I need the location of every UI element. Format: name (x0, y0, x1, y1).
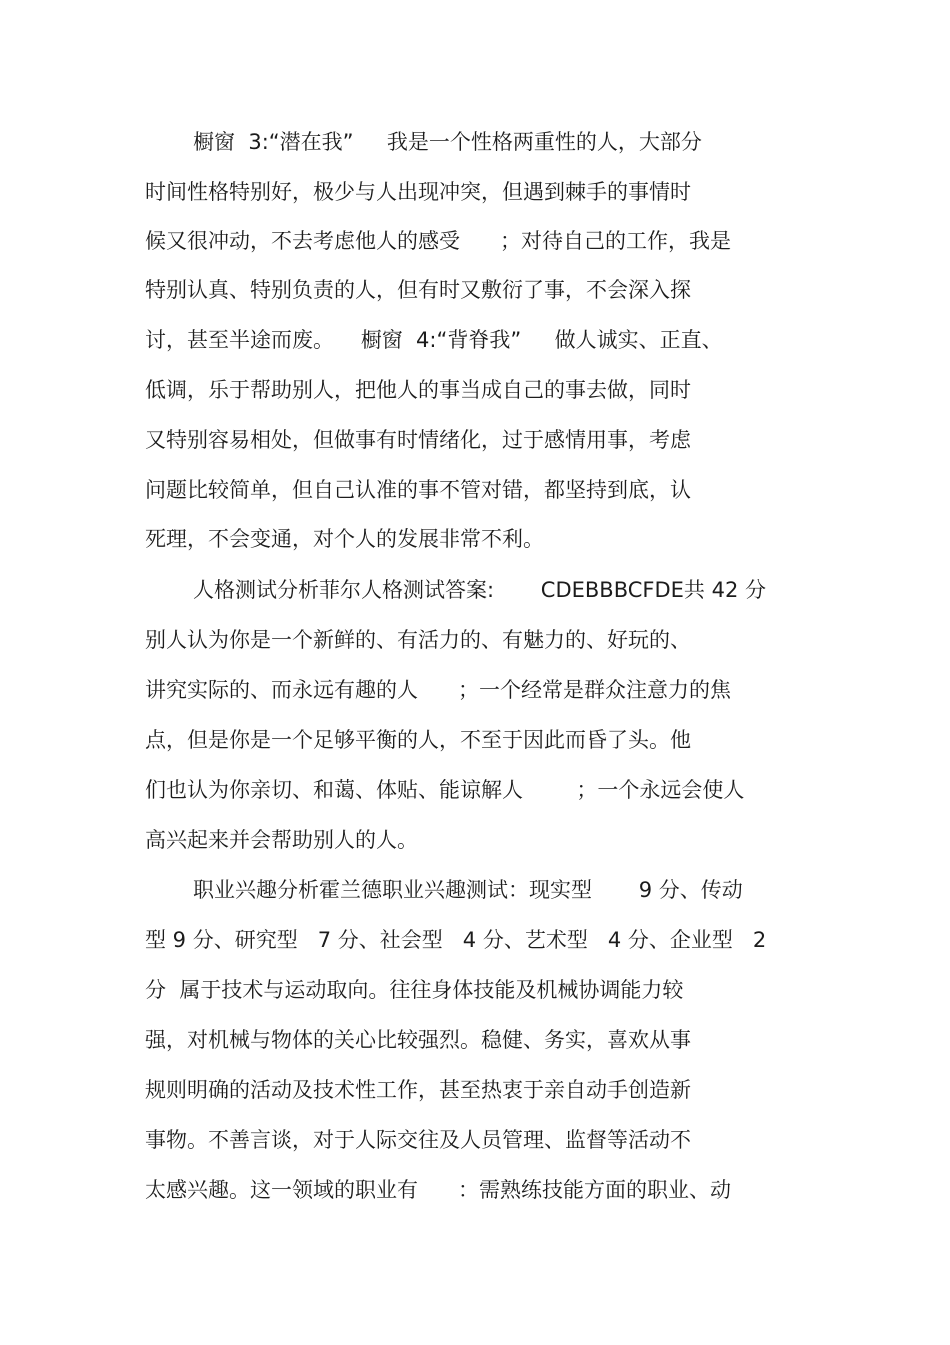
text-line: 们也认为你亲切、和蔼、体贴、能谅解人 ；一个永远会使人 (145, 778, 745, 802)
text-line: 高兴起来并会帮助别人的人。 (145, 828, 418, 852)
text-line: 特别认真、特别负责的人，但有时又敷衍了事，不会深入探 (145, 278, 691, 302)
text-line: 又特别容易相处，但做事有时情绪化，过于感情用事，考虑 (145, 428, 691, 452)
text-line: 讨，甚至半途而废。 橱窗 4:“背脊我” 做人诚实、正直、 (145, 328, 723, 352)
text-line: 事物。不善言谈，对于人际交往及人员管理、监督等活动不 (145, 1128, 691, 1152)
text-line: 点，但是你是一个足够平衡的人，不至于因此而昏了头。他 (145, 728, 691, 752)
text-line: 时间性格特别好，极少与人出现冲突，但遇到棘手的事情时 (145, 180, 691, 204)
text-line: 问题比较简单，但自己认准的事不管对错，都坚持到底，认 (145, 478, 691, 502)
text-line: 分 属于技术与运动取向。往往身体技能及机械协调能力较 (145, 978, 684, 1002)
text-line: 死理，不会变通，对个人的发展非常不利。 (145, 527, 544, 551)
text-line: 太感兴趣。这一领域的职业有 ：需熟练技能方面的职业、动 (145, 1178, 732, 1202)
text-line: 低调，乐于帮助别人，把他人的事当成自己的事去做，同时 (145, 378, 691, 402)
text-line: 强，对机械与物体的关心比较强烈。稳健、务实，喜欢从事 (145, 1028, 691, 1052)
text-line: 讲究实际的、而永远有趣的人 ；一个经常是群众注意力的焦 (145, 678, 732, 702)
text-line: 人格测试分析菲尔人格测试答案: CDEBBBCFDE共 42 分 (193, 578, 767, 602)
text-line: 型 9 分、研究型 7 分、社会型 4 分、艺术型 4 分、企业型 2 (145, 928, 767, 952)
text-line: 职业兴趣分析霍兰德职业兴趣测试：现实型 9 分、传动 (193, 878, 743, 902)
text-line: 别人认为你是一个新鲜的、有活力的、有魅力的、好玩的、 (145, 628, 691, 652)
text-line: 橱窗 3:“潜在我” 我是一个性格两重性的人，大部分 (193, 130, 702, 154)
text-line: 候又很冲动，不去考虑他人的感受 ；对待自己的工作，我是 (145, 229, 732, 253)
text-line: 规则明确的活动及技术性工作，甚至热衷于亲自动手创造新 (145, 1078, 691, 1102)
